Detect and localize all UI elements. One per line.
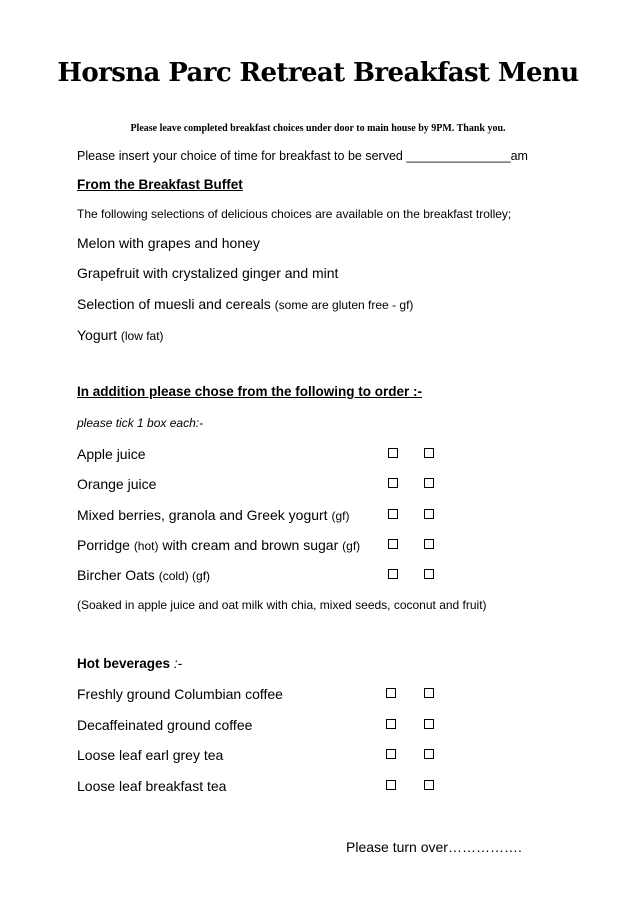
order-item-note: (hot) xyxy=(133,539,159,553)
order-checkbox-1[interactable] xyxy=(388,569,398,579)
order-item-label: Mixed berries, granola and Greek yogurt xyxy=(77,507,328,523)
beverage-item: Loose leaf breakfast tea xyxy=(77,778,227,794)
order-hint: please tick 1 box each:- xyxy=(77,416,204,430)
order-item xyxy=(77,507,349,523)
beverage-item: Loose leaf earl grey tea xyxy=(77,747,224,763)
beverage-checkbox-2[interactable] xyxy=(424,719,434,729)
beverage-checkbox-2[interactable] xyxy=(424,688,434,698)
order-checkbox-2[interactable] xyxy=(424,539,434,549)
beverages-heading-suffix: :- xyxy=(173,656,183,671)
order-item xyxy=(77,446,146,462)
buffet-item-note: (low fat) xyxy=(120,329,164,343)
order-checkbox-2[interactable] xyxy=(424,509,434,519)
buffet-item-label: Grapefruit with crystalized ginger and mint xyxy=(77,265,339,281)
order-checkbox-2[interactable] xyxy=(424,569,434,579)
order-heading: In addition please chose from the following to order :- xyxy=(77,384,423,399)
order-checkbox-2[interactable] xyxy=(424,478,434,488)
order-checkbox-1[interactable] xyxy=(388,448,398,458)
beverage-checkbox-1[interactable] xyxy=(386,719,396,729)
beverage-checkbox-1[interactable] xyxy=(386,780,396,790)
beverage-item: Freshly ground Columbian coffee xyxy=(77,686,283,702)
order-item-label-cont: with cream and brown sugar xyxy=(162,537,339,553)
buffet-heading: From the Breakfast Buffet xyxy=(77,177,243,192)
order-item-label: Orange juice xyxy=(77,476,157,492)
turn-over-note: Please turn over……………. xyxy=(346,839,522,855)
beverage-checkbox-2[interactable] xyxy=(424,780,434,790)
buffet-item-label: Selection of muesli and cereals xyxy=(77,296,271,312)
buffet-item-note: (some are gluten free - gf) xyxy=(274,298,414,312)
buffet-intro: The following selections of delicious choices are available on the breakfast trolley; xyxy=(77,207,512,221)
order-item-note: (cold) (gf) xyxy=(158,569,211,583)
order-checkbox-1[interactable] xyxy=(388,478,398,488)
order-item-note: (gf) xyxy=(331,509,350,523)
order-checkbox-1[interactable] xyxy=(388,539,398,549)
buffet-item-label: Melon with grapes and honey xyxy=(77,235,260,251)
order-footnote: (Soaked in apple juice and oat milk with chia, mixed seeds, coconut and fruit) xyxy=(77,598,487,612)
page-title: Horsna Parc Retreat Breakfast Menu xyxy=(57,58,579,88)
beverages-heading-label: Hot beverages xyxy=(77,656,171,671)
buffet-item xyxy=(77,265,338,281)
order-checkbox-1[interactable] xyxy=(388,509,398,519)
buffet-item xyxy=(77,235,260,251)
order-item-label: Apple juice xyxy=(77,446,146,462)
order-item-note: (gf) xyxy=(342,539,361,553)
order-item-label: Porridge xyxy=(77,537,130,553)
breakfast-time-prompt: Please insert your choice of time for breakfast to be served _______________am xyxy=(77,149,528,163)
beverage-checkbox-1[interactable] xyxy=(386,688,396,698)
beverages-heading xyxy=(77,656,182,671)
instruction-text: Please leave completed breakfast choices under door to main house by 9PM. Thank you. xyxy=(130,123,506,134)
order-item xyxy=(77,537,360,553)
order-item xyxy=(77,476,156,492)
beverage-item: Decaffeinated ground coffee xyxy=(77,717,253,733)
beverage-checkbox-1[interactable] xyxy=(386,749,396,759)
buffet-item xyxy=(77,327,164,343)
buffet-item-label: Yogurt xyxy=(77,327,117,343)
order-item xyxy=(77,567,210,583)
order-checkbox-2[interactable] xyxy=(424,448,434,458)
buffet-item xyxy=(77,296,413,312)
beverage-checkbox-2[interactable] xyxy=(424,749,434,759)
order-item-label: Bircher Oats xyxy=(77,567,155,583)
